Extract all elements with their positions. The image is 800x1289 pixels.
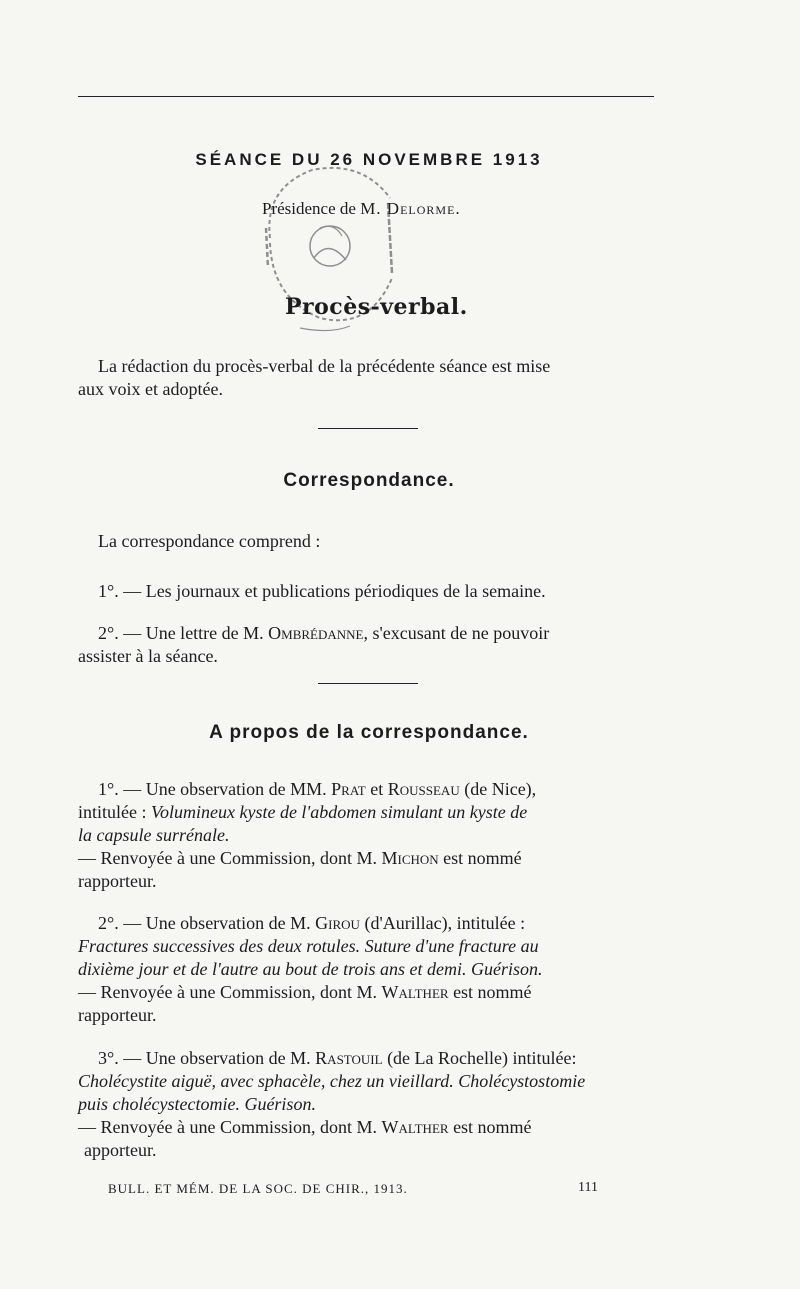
president-name: M. Delorme. bbox=[360, 199, 461, 218]
correspondance-item-2 bbox=[78, 622, 662, 668]
seance-title: SÉANCE DU 26 NOVEMBRE 1913 bbox=[195, 150, 543, 169]
surgeon-name: Michon bbox=[381, 848, 439, 868]
text-line bbox=[78, 847, 662, 870]
text-span: 2°. — Une observation de M. bbox=[98, 913, 316, 933]
observation-title: Fractures successives des deux rotules. Suture d'une fracture au bbox=[78, 936, 539, 956]
a-propos-heading: A propos de la correspondance. bbox=[209, 722, 529, 743]
observation-2 bbox=[78, 912, 662, 1027]
text-span: est nommé bbox=[438, 848, 522, 868]
text-span: 1°. — Une observation de MM. bbox=[98, 779, 332, 799]
correspondance-item-1 bbox=[78, 580, 662, 603]
text-span: , s'excusant de ne pouvoir bbox=[363, 623, 550, 643]
proces-verbal-heading: Procès-verbal. bbox=[285, 294, 468, 320]
text-line bbox=[78, 778, 662, 801]
text-span: intitulée : bbox=[78, 802, 151, 822]
text-span: 3°. — Une observation de M. bbox=[98, 1048, 316, 1068]
observation-title: puis cholécystectomie. Guérison. bbox=[78, 1094, 316, 1114]
text-line: rapporteur. bbox=[78, 871, 157, 891]
correspondance-heading: Correspondance. bbox=[283, 470, 455, 491]
text-line: 1°. — Les journaux et publications périodiques de la semaine. bbox=[98, 581, 546, 601]
text-line: assister à la séance. bbox=[78, 646, 218, 666]
observation-title: Cholécystite aiguë, avec sphacèle, chez un vieillard. Cholécystostomie bbox=[78, 1071, 586, 1091]
surgeon-name: Rousseau bbox=[387, 779, 460, 799]
text-span: — Renvoyée à une Commission, dont M. bbox=[78, 1117, 382, 1137]
surgeon-name: Walther bbox=[381, 982, 449, 1002]
text-span: est nommé bbox=[448, 1117, 532, 1137]
text-line: La rédaction du procès-verbal de la précédente séance est mise bbox=[98, 356, 551, 376]
observation-3 bbox=[78, 1047, 662, 1162]
text-span: et bbox=[365, 779, 388, 799]
text-span: — Renvoyée à une Commission, dont M. bbox=[78, 848, 382, 868]
observation-title: la capsule surrénale. bbox=[78, 825, 230, 845]
surgeon-name: Walther bbox=[381, 1117, 449, 1137]
text-line: apporteur. bbox=[84, 1140, 157, 1160]
surgeon-name: Prat bbox=[331, 779, 366, 799]
text-span: (d'Aurillac), intitulée : bbox=[359, 913, 526, 933]
text-line: rapporteur. bbox=[78, 1005, 157, 1025]
text-line bbox=[78, 1116, 662, 1139]
running-footer: BULL. ET MÉM. DE LA SOC. DE CHIR., 1913. bbox=[108, 1181, 408, 1196]
text-line: aux voix et adoptée. bbox=[78, 379, 223, 399]
surgeon-name: Girou bbox=[315, 913, 360, 933]
text-span: (de Nice), bbox=[459, 779, 537, 799]
proces-verbal-text bbox=[78, 355, 662, 401]
surgeon-name: M. Ombrédanne bbox=[243, 623, 364, 643]
correspondance-intro bbox=[78, 530, 662, 553]
observation-title: dixième jour et de l'autre au bout de trois ans et demi. Guérison. bbox=[78, 959, 543, 979]
text-line bbox=[78, 622, 662, 645]
text-span: — Renvoyée à une Commission, dont M. bbox=[78, 982, 382, 1002]
page-number: 111 bbox=[578, 1180, 598, 1195]
text-line: La correspondance comprend : bbox=[98, 531, 321, 551]
text-line bbox=[78, 801, 662, 824]
text-span: est nommé bbox=[448, 982, 532, 1002]
top-rule bbox=[78, 96, 654, 97]
observation-title: Volumineux kyste de l'abdomen simulant un kyste de bbox=[150, 802, 528, 822]
observation-1 bbox=[78, 778, 662, 893]
text-span: (de La Rochelle) intitulée: bbox=[382, 1048, 577, 1068]
surgeon-name: Rastouil bbox=[315, 1048, 383, 1068]
section-separator bbox=[318, 428, 418, 429]
text-line bbox=[78, 981, 662, 1004]
presidence-prefix: Présidence de bbox=[262, 199, 361, 218]
text-span: 2°. — Une lettre de bbox=[98, 623, 244, 643]
text-line bbox=[78, 1047, 662, 1070]
text-line bbox=[78, 912, 662, 935]
section-separator bbox=[318, 683, 418, 684]
